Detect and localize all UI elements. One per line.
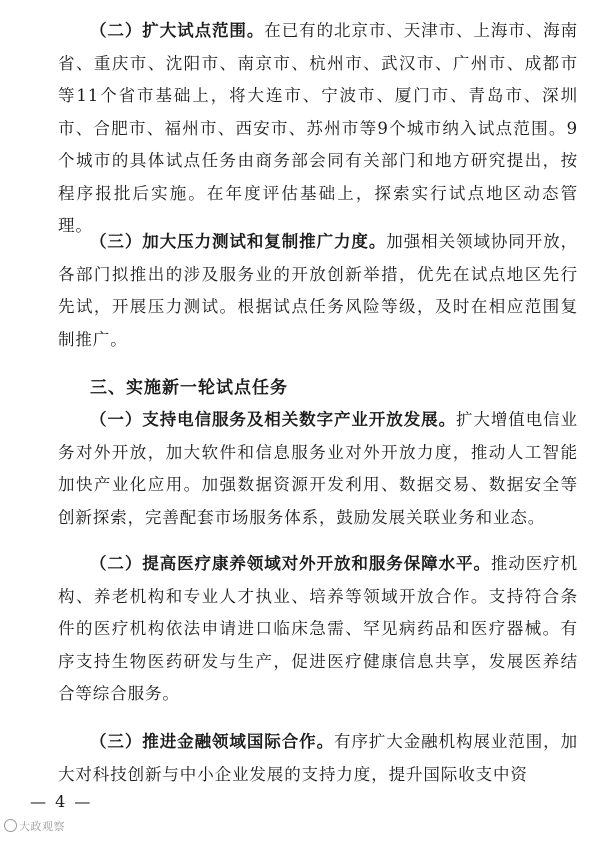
paragraph-lead: （三）推进金融领域国际合作。	[90, 732, 335, 751]
paragraph-lead: （二）提高医疗康养领域对外开放和服务保障水平。	[90, 554, 491, 573]
paragraph-body: 扩大增值电信业务对外开放，加大软件和信息服务业对外开放力度，推动人工智能加快产业化应用。加强数据资源开发利用、数据交易、数据安全等创新探索，完善配套市场服务体系，鼓励发展关联业务和业态。	[58, 410, 578, 527]
paragraph-healthcare	[58, 548, 578, 711]
section-heading: 三、实施新一轮试点任务	[90, 378, 288, 398]
watermark	[4, 818, 65, 834]
paragraph-telecom	[58, 404, 578, 534]
paragraph-body: 有序扩大金融机构展业范围，加大对科技创新与中小企业发展的支持力度，提升国际收支中资	[58, 732, 578, 784]
paragraph-expand-pilot-scope	[58, 15, 578, 243]
page-number: — 4 —	[30, 792, 93, 811]
paragraph-lead: （一）支持电信服务及相关数字产业开放发展。	[90, 410, 457, 429]
paragraph-lead: （三）加大压力测试和复制推广力度。	[90, 232, 387, 251]
paragraph-body: 推动医疗机构、养老机构和专业人才执业、培养等领域开放合作。支持符合条件的医疗机构依法申请进口临床急需、罕见病药品和医疗器械。有序支持生物医药研发与生产，促进医疗健康信息共享，发展医养结合等综合服务。	[58, 554, 579, 703]
paragraph-body: 加强相关领域协同开放，各部门拟推出的涉及服务业的开放创新举措，优先在试点地区先行先试，开展压力测试。根据试点任务风险等级，及时在相应范围复制推广。	[58, 232, 578, 349]
circle-logo-icon	[4, 819, 17, 832]
paragraph-stress-test	[58, 226, 578, 356]
paragraph-finance	[58, 726, 578, 791]
paragraph-body: 在已有的北京市、天津市、上海市、海南省、重庆市、沈阳市、南京市、杭州市、武汉市、广州市、成都市等11个省市基础上，将大连市、宁波市、厦门市、青岛市、深圳市、合肥市、福州市、西安市、苏州市等9个城市纳入试点范围。9个城市的具体试点任务由商务部会同有关部门和地方研究提出，按程序报批后实施。在年度评估基础上，探索实行试点地区动态管理。	[58, 21, 578, 235]
paragraph-lead: （二）扩大试点范围。	[90, 21, 265, 40]
watermark-text: 大政观察	[19, 820, 65, 833]
